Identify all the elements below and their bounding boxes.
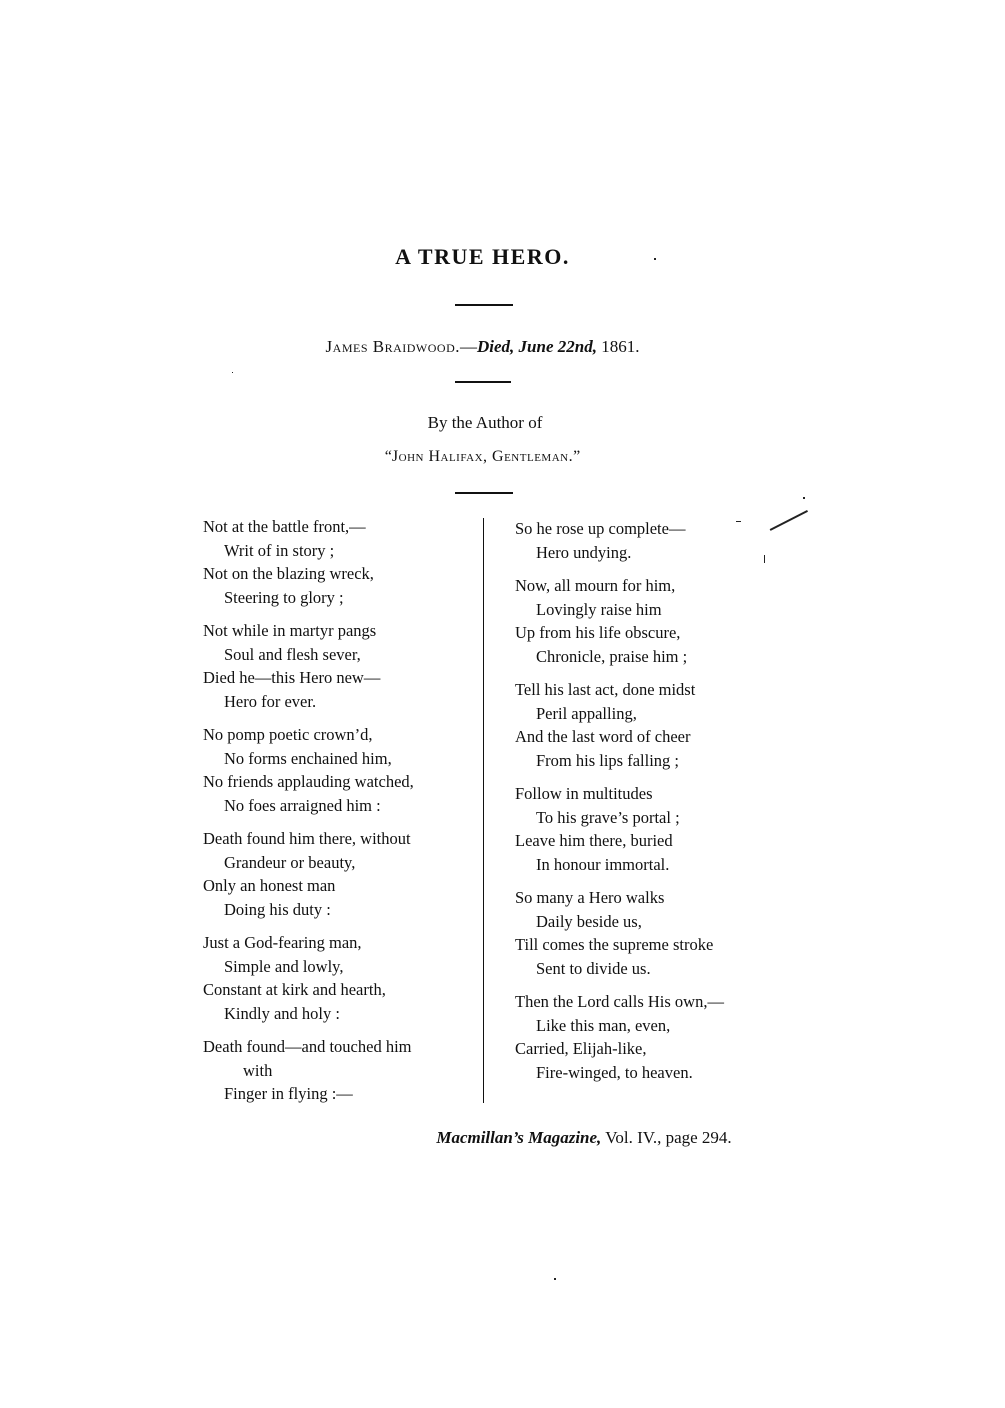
poem-line: No friends applauding watched,: [203, 772, 414, 791]
poem-line: Doing his duty :: [224, 899, 331, 919]
scan-speck: [803, 497, 805, 499]
subject-rule: [455, 381, 511, 383]
stanza: [203, 619, 478, 713]
source-magazine: Macmillan’s Magazine,: [436, 1128, 602, 1147]
scan-speck: [554, 1278, 556, 1280]
subject-name: James Braidwood.: [325, 337, 460, 356]
poem-title: A TRUE HERO.: [395, 244, 570, 269]
poem-line: Death found—and touched him: [203, 1037, 412, 1056]
poem-line: Till comes the supreme stroke: [515, 935, 714, 954]
poem-line: Hero undying.: [536, 542, 632, 562]
subject-dash: —: [459, 337, 477, 356]
poem-line: Now, all mourn for him,: [515, 576, 676, 595]
poem-line: No pomp poetic crown’d,: [203, 725, 373, 744]
stanza: [203, 827, 478, 921]
poem-line: Peril appalling,: [536, 703, 637, 723]
poem-line: Then the Lord calls His own,—: [515, 992, 724, 1011]
poem-line: And the last word of cheer: [515, 727, 691, 746]
poem-line: To his grave’s portal ;: [536, 807, 680, 827]
poem-line: Tell his last act, done midst: [515, 680, 696, 699]
stanza: [203, 931, 478, 1025]
stanza: [515, 886, 795, 980]
poem-line: Like this man, even,: [536, 1015, 671, 1035]
poem-line: Grandeur or beauty,: [224, 852, 356, 872]
scan-speck: [654, 258, 656, 260]
scan-speck: [736, 521, 741, 522]
poem-line: Steering to glory ;: [224, 587, 344, 607]
poem-line: Just a God-fearing man,: [203, 933, 362, 952]
stanza: [515, 574, 795, 668]
poem-line: Not while in martyr pangs: [203, 621, 377, 640]
poem-line: Chronicle, praise him ;: [536, 646, 688, 666]
scan-speck: [764, 555, 765, 563]
poem-line: Carried, Elijah-like,: [515, 1039, 647, 1058]
poem-line: Writ of in story ;: [224, 540, 335, 560]
poem-line: Simple and lowly,: [224, 956, 344, 976]
poem-line: From his lips falling ;: [536, 750, 680, 770]
subject-line: [0, 337, 965, 357]
poem-line: No foes arraigned him :: [224, 795, 381, 815]
poem-line: Not at the battle front,—: [203, 517, 366, 536]
book-open-quote: “: [384, 448, 392, 465]
poem-line: So many a Hero walks: [515, 888, 665, 907]
poem-line: Follow in multitudes: [515, 784, 653, 803]
stanza: [515, 990, 795, 1084]
poem-left-column: [203, 515, 478, 1116]
byline: By the Author of: [427, 413, 543, 432]
poem-right-column: [515, 517, 795, 1094]
stanza: [203, 1035, 478, 1106]
poem-line: Lovingly raise him: [536, 599, 662, 619]
poem-line: Constant at kirk and hearth,: [203, 980, 386, 999]
book-title: John Halifax, Gentleman.: [391, 448, 574, 465]
column-divider: [483, 518, 484, 1103]
poem-line: Death found him there, without: [203, 829, 411, 848]
stanza: [203, 723, 478, 817]
stanza: [515, 517, 795, 564]
poem-line: Up from his life obscure,: [515, 623, 681, 642]
subject-died: Died, June 22nd,: [476, 337, 597, 356]
stanza: [515, 782, 795, 876]
header-rule: [455, 492, 513, 494]
poem-line: Sent to divide us.: [536, 958, 651, 978]
poem-line: No forms enchained him,: [224, 748, 392, 768]
poem-line: Only an honest man: [203, 876, 336, 895]
poem-line: Fire-winged, to heaven.: [536, 1062, 693, 1082]
subject-year: 1861.: [601, 337, 640, 356]
title-rule: [455, 304, 513, 306]
poem-line: Finger in flying :—: [224, 1084, 353, 1103]
poem-line: Kindly and holy :: [224, 1003, 340, 1023]
book-title-line: [0, 448, 965, 466]
poem-line: Hero for ever.: [224, 691, 317, 711]
book-close-quote: ”: [573, 448, 581, 465]
poem-line: with: [243, 1060, 273, 1080]
poem-line: Not on the blazing wreck,: [203, 564, 374, 583]
poem-line: Leave him there, buried: [515, 831, 673, 850]
poem-line: Soul and flesh sever,: [224, 644, 361, 664]
poem-line: So he rose up complete—: [515, 519, 686, 538]
source-citation: [0, 1128, 1005, 1148]
poem-line: Daily beside us,: [536, 911, 642, 931]
scan-speck: [232, 372, 233, 373]
stanza: [203, 515, 478, 609]
source-reference: Vol. IV., page 294.: [605, 1128, 732, 1147]
stanza: [515, 678, 795, 772]
poem-line: Died he—this Hero new—: [203, 668, 381, 687]
poem-line: In honour immortal.: [536, 854, 670, 874]
